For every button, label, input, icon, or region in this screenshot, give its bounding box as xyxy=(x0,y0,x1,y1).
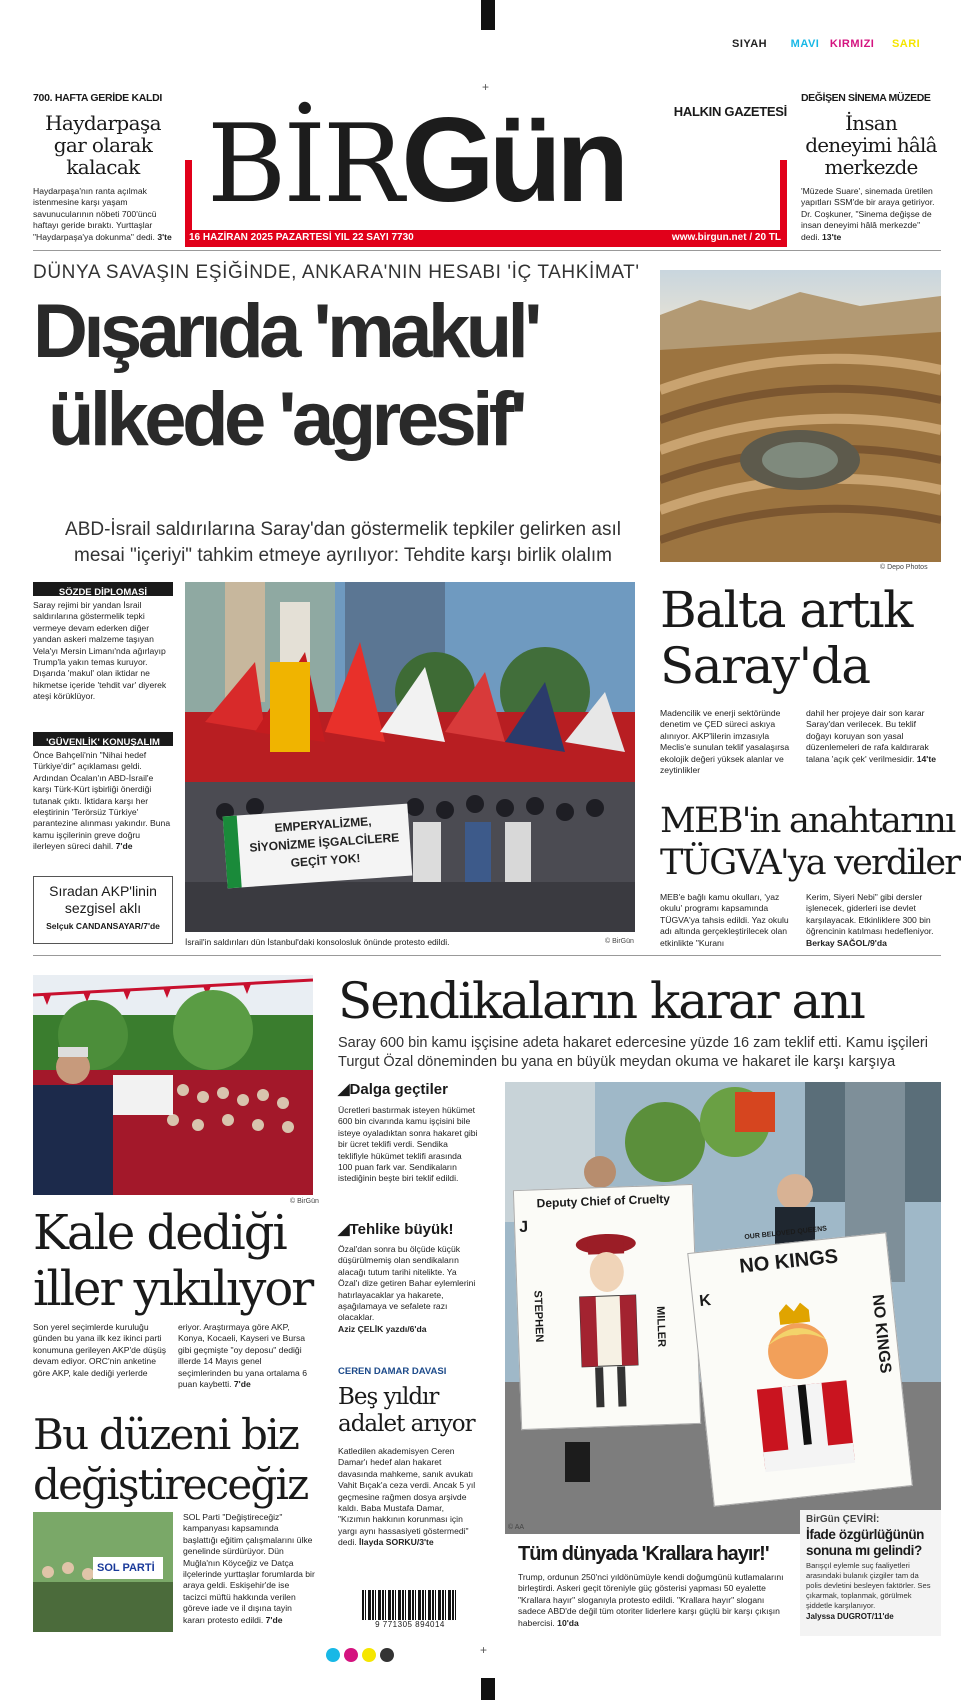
kings-photo-credit: © AA xyxy=(508,1524,525,1531)
ceren-body: Katledilen akademisyen Ceren Damar'ı hedef alan hakaret davasında mahkeme, sanık avukatı Vahit Bıçak'a ceza verdi. Ancak 5 yıl geçmesine rağmen dosya arşivde kaldı. Baba Mustafa Damar, "Kızımın hakkının korunması için yargı aynı hassasiyeti göstermedi" dedi. İlayda SORKU/3'te xyxy=(338,1446,476,1548)
kale-photo-credit: © BirGün xyxy=(290,1198,319,1205)
mark-sari: SARI xyxy=(891,38,921,50)
column-box xyxy=(33,876,173,944)
krallar-title: Tüm dünyada 'Krallara hayır!' xyxy=(518,1543,769,1565)
barcode xyxy=(362,1590,458,1632)
left-teaser-kicker: 700. HAFTA GERİDE KALDI xyxy=(33,92,163,104)
balta-col-2: dahil her projeye dair son karar Saray'dan verilecek. Bu teklif doğayı koruyan son yasal düzenlemeleri de rafa kaldırarak talana 'açık çek' verilmesidir. 14'te xyxy=(806,708,936,764)
lead-headline-1: Dışarıda 'makul' xyxy=(33,289,538,374)
meb-title-1: MEB'in anahtarını xyxy=(660,801,955,841)
tehlike-body: Özal'dan sonra bu ölçüde küçük düşürülmemiş olan sendikaların alacağı tutum tarihi nitelikte. Ya Özal'ı dize getiren Bahar eylemlerini hatırlayacaklar ya hakarete, aşağılamaya ve sefalete razı olacaklar. Aziz ÇELİK yazdı/6'da xyxy=(338,1244,478,1335)
lead-headline-2: ülkede 'agresif' xyxy=(48,377,524,462)
balta-title xyxy=(660,582,950,694)
bottom-color-dots xyxy=(326,1648,394,1662)
dalga-heading: ◢Dalga geçtiler xyxy=(338,1081,448,1098)
teaser-rule xyxy=(33,250,941,251)
kale-ref: 7'de xyxy=(233,1379,251,1390)
card-no-kings xyxy=(687,1225,913,1507)
left-teaser-ref: 3'te xyxy=(157,231,172,242)
mark-siyah: SIYAH xyxy=(732,38,768,50)
masthead-dateline-bar xyxy=(185,230,787,247)
duzen-title-1: Bu düzeni biz xyxy=(33,1410,299,1459)
mine-photo xyxy=(660,270,941,562)
card-miller-letter: J xyxy=(518,1218,529,1237)
ceviri-author: Jalyssa DUGROT/11'de xyxy=(806,1612,894,1621)
meb-title-2: TÜGVA'ya verdiler xyxy=(660,843,960,883)
krallar-ref: 10'da xyxy=(557,1617,579,1628)
protest-credit: © BirGün xyxy=(605,938,634,945)
sozde-body: Saray rejimi bir yandan İsrail saldırılarına göstermelik tepki vermeye devam ederken diğer yandan askeri malzeme taşıyan Vela'yı Mersin Limanı'nda ağırlayıp Trump'la yakın temas kuruyor. Dışarıda 'makul' olan iktidar ne hikmetse içeride 'tehdit var' diyerek ateşi körüklüyor. xyxy=(33,600,167,702)
tehlike-author: Aziz ÇELİK yazdı/6'da xyxy=(338,1323,427,1334)
kale-title xyxy=(33,1205,323,1317)
kale-col-1: Son yerel seçimlerde kuruluğu günden bu yana ilk kez ikinci parti konumuna gerileyen AKP'de düşüş devam ediyor. ORC'nin anketine göre AKP, kale dediği yerlerde xyxy=(33,1322,167,1378)
meb-title xyxy=(660,800,960,884)
meb-col-1: MEB'e bağlı kamu okulları, 'yaz okulu' programı kapsamında TÜGVA'ya tahsis edildi. Yaz okulu adı altında gerçekleştirilecek olan etkinlikte "Kuranı xyxy=(660,892,789,948)
logo-gun: Gün xyxy=(401,93,624,227)
kale-title-2: iller yıkılıyor xyxy=(33,1261,313,1317)
duzen-photo-sign: SOL PARTİ xyxy=(97,1562,155,1574)
card-no-kings-title: NO KINGS xyxy=(738,1245,839,1278)
card-miller-side-b: MILLER xyxy=(654,1305,668,1348)
kale-title-1: Kale dediği xyxy=(33,1205,286,1261)
masthead xyxy=(185,90,787,250)
protest-caption: İsrail'in saldırıları dün İstanbul'daki konsolosluk önünde protesto edildi. xyxy=(185,937,450,947)
left-teaser-body: Haydarpaşa'nın ranta açılmak istenmesine karşı yaşam savunucularının nöbeti 700'üncü haftayı geride bıraktı. Yurttaşlar "Haydarpaşa'ya dokunma" dedi. 3'te xyxy=(33,186,172,242)
barcode-bars xyxy=(362,1590,458,1620)
dalga-body: Ücretleri bastırmak isteyen hükümet 600 bin civarında kamu işçisini bile isteye oyaladıktan sonra hakaret gibi bir ücret teklifi verdi. Sendika teklifiyle hükümet teklifi arasında 100 puan fark var. Sendikaların istediğinin beşte biri teklif edildi. xyxy=(338,1105,478,1184)
ceviri-box xyxy=(800,1510,941,1636)
card-miller-top: Deputy Chief of Cruelty xyxy=(536,1191,671,1211)
krallar-body: Trump, ordunun 250'nci yıldönümüyle kendi doğumgünü kutlamalarını birleştirdi. Askeri geçit töreniyle güç gösterisi yapması 50 eyalette "Krallara hayır" sloganıyla protesto edildi. "Krallara hayır" sloganı sadece ABD'de değil tüm otoriter liderlere karşı güçlü bir karşı çıkışın habercisi. 10'da xyxy=(518,1572,784,1628)
card-no-kings-side: NO KINGS xyxy=(868,1293,894,1375)
upper-section-rule xyxy=(33,955,941,956)
card-miller xyxy=(513,1184,701,1430)
crosshair-top: + xyxy=(482,80,490,94)
card-miller-side-a: STEPHEN xyxy=(531,1290,546,1343)
duzen-ref: 7'de xyxy=(265,1614,283,1625)
cyan-dot xyxy=(326,1648,340,1662)
card-no-kings-letter: K xyxy=(698,1291,712,1311)
protest-photo xyxy=(185,582,635,932)
ceren-title-1: Beş yıldır xyxy=(338,1384,439,1410)
right-teaser-kicker: DEĞİŞEN SİNEMA MÜZEDE xyxy=(801,92,931,104)
masthead-site: www.birgun.net / 20 TL xyxy=(671,232,781,243)
card-no-kings-top: OUR BELOVED QUEENS xyxy=(744,1225,828,1242)
lead-deck-line-1: ABD-İsrail saldırılarına Saray'dan göstermelik tepkiler gelirken asıl xyxy=(65,519,621,540)
yellow-dot xyxy=(362,1648,376,1662)
kale-col-2: eriyor. Araştırmaya göre AKP, Konya, Kocaeli, Kayseri ve Bursa gibi geçmişte "oy deposu" dediği illerde 14 Mayıs genel seçimlerinden bu yana ortalama 6 puan kaybetti. 7'de xyxy=(178,1322,307,1390)
balta-title-2: Saray'da xyxy=(660,637,870,695)
guvenlik-body: Önce Bahçeli'nin "Nihai hedef Türkiye'dir" açıklaması geldi. Ardından Öcalan'ın ABD-İsrail'e karşı Türk-Kürt işbirliği önerdiği tutanak çıktı. İktidara karşı her eleştirinin 'Terörsüz Türkiye' parantezine alınması yakındır. Buna kamu işçilerinin greve doğru ilerleyen süreci dahil. 7'de xyxy=(33,750,171,852)
right-teaser-ref: 13'te xyxy=(822,231,842,242)
sozde-label: SÖZDE DİPLOMASİ xyxy=(33,582,173,596)
left-teaser-title: Haydarpaşa gar olarak kalacak xyxy=(45,111,161,179)
masthead-red-right xyxy=(780,160,787,230)
logo xyxy=(207,94,623,226)
ceviri-kicker: BirGün ÇEVİRİ: xyxy=(806,1514,880,1525)
tehlike-heading: ◢Tehlike büyük! xyxy=(338,1221,454,1238)
lead-deck-line-2: mesai "içeriyi" tahkim etmeye ayrılıyor: Tehdite karşı birlik olalım xyxy=(74,545,612,566)
duzen-title-2: değiştireceğiz xyxy=(33,1460,308,1509)
lead-deck xyxy=(33,517,653,569)
guvenlik-ref: 7'de xyxy=(115,841,133,852)
right-teaser-title: İnsan deneyimi hâlâ merkezde xyxy=(805,111,937,179)
bottom-registration-mark xyxy=(481,1678,495,1700)
column-title-2: sezgisel aklı xyxy=(64,900,142,916)
balta-title-1: Balta artık xyxy=(660,581,912,639)
right-teaser xyxy=(801,92,941,243)
right-teaser-body: 'Müzede Suare', sinemada üretilen yapıtları SSM'de bir araya getiriyor. Dr. Coşkuner, "Sinema değişse de insan deneyimi hâlâ merkezde" dedi. 13'te xyxy=(801,186,935,242)
guvenlik-label: 'GÜVENLİK' KONUŞALIM xyxy=(33,732,173,746)
triangle-icon: ◢ xyxy=(338,1221,350,1238)
masthead-subtitle: HALKIN GAZETESİ xyxy=(673,104,787,119)
ceviri-title: İfade özgürlüğünün sonuna mı gelindi? xyxy=(806,1527,925,1558)
ceren-author: İlayda SORKU/3'te xyxy=(359,1537,434,1548)
duzen-photo xyxy=(33,1512,173,1632)
column-author: Selçuk CANDANSAYAR/7'de xyxy=(46,921,160,931)
top-registration-mark xyxy=(481,0,495,30)
masthead-red-left xyxy=(185,160,192,230)
column-title-1: Sıradan AKP'linin xyxy=(49,883,157,899)
sendika-deck: Saray 600 bin kamu işçisine adeta hakaret edercesine yüzde 16 zam teklif etti. Kamu işçileri Turgut Özal döneminden bu yana en büyük meydan okuma ve hakaret ile karşı karşıya xyxy=(338,1035,928,1070)
logo-bir: BİR xyxy=(207,102,402,227)
sendika-title: Sendikaların karar anı xyxy=(338,972,864,1030)
left-teaser xyxy=(33,92,173,243)
ceren-kicker: CEREN DAMAR DAVASI xyxy=(338,1366,447,1377)
kale-photo xyxy=(33,975,313,1195)
mark-kirmizi: KIRMIZI xyxy=(829,38,875,50)
triangle-icon: ◢ xyxy=(338,1081,350,1098)
mark-mavi: MAVI xyxy=(790,38,820,50)
masthead-dateline: 16 HAZİRAN 2025 PAZARTESİ YIL 22 SAYI 7730 xyxy=(189,232,414,243)
ceren-title-2: adalet arıyor xyxy=(338,1411,475,1437)
meb-col-2: Kerim, Siyeri Nebi" gibi dersler işlenecek, giderleri ise devlet karşılayacak. Etkinliklere 300 bin öğrencinin katılması hedefleniyor. Berkay SAĞOL/9'da xyxy=(806,892,934,948)
protest-banner: EMPERYALİZME, SİYONİZME İŞGALCİLERE GEÇİT YOK! xyxy=(223,804,413,889)
print-color-marks xyxy=(732,38,920,50)
magenta-dot xyxy=(344,1648,358,1662)
meb-author: Berkay SAĞOL/9'da xyxy=(806,937,887,948)
balta-ref: 14'te xyxy=(916,753,936,764)
duzen-title xyxy=(33,1410,323,1510)
barcode-number: 9 771305 894014 xyxy=(375,1620,445,1629)
ceviri-body: Barışçıl eylemle suç faaliyetleri arasındaki bulanık çizgiler tam da polis devletini besleyen faktörler. Ses çıkarmak, toplanmak, görülmek şiddetle karşılanıyor. xyxy=(806,1561,931,1610)
lead-kicker: DÜNYA SAVAŞIN EŞİĞİNDE, ANKARA'NIN HESABI 'İÇ TAHKİMAT' xyxy=(33,262,640,283)
kings-photo xyxy=(505,1082,941,1534)
duzen-body: SOL Parti "Değiştireceğiz" kampanyası kapsamında başlattığı eğitim çalışmalarını ülke genelinde sürdürüyor. Dün Muğla'nın Köyceğiz ve Datça ilçelerinde yurttaşlar forumlarda bir araya geldi. Eskişehir'de ise tacizci müftü hakkında verilen göreve iade ve il dışına tayin kararı protesto edildi. 7'de xyxy=(183,1512,315,1625)
balta-col-1: Madencilik ve enerji sektöründe denetim ve ÇED süreci askıya alınıyor. AKP'lilerin imzasıyla Meclis'e sunulan teklif yasalaşırsa ekolojik değeri yüksek alanlar ve zeytinlikler xyxy=(660,708,790,776)
ceren-title xyxy=(338,1384,488,1438)
crosshair-bottom: + xyxy=(480,1643,488,1657)
black-dot xyxy=(380,1648,394,1662)
mine-photo-credit: © Depo Photos xyxy=(880,564,928,571)
